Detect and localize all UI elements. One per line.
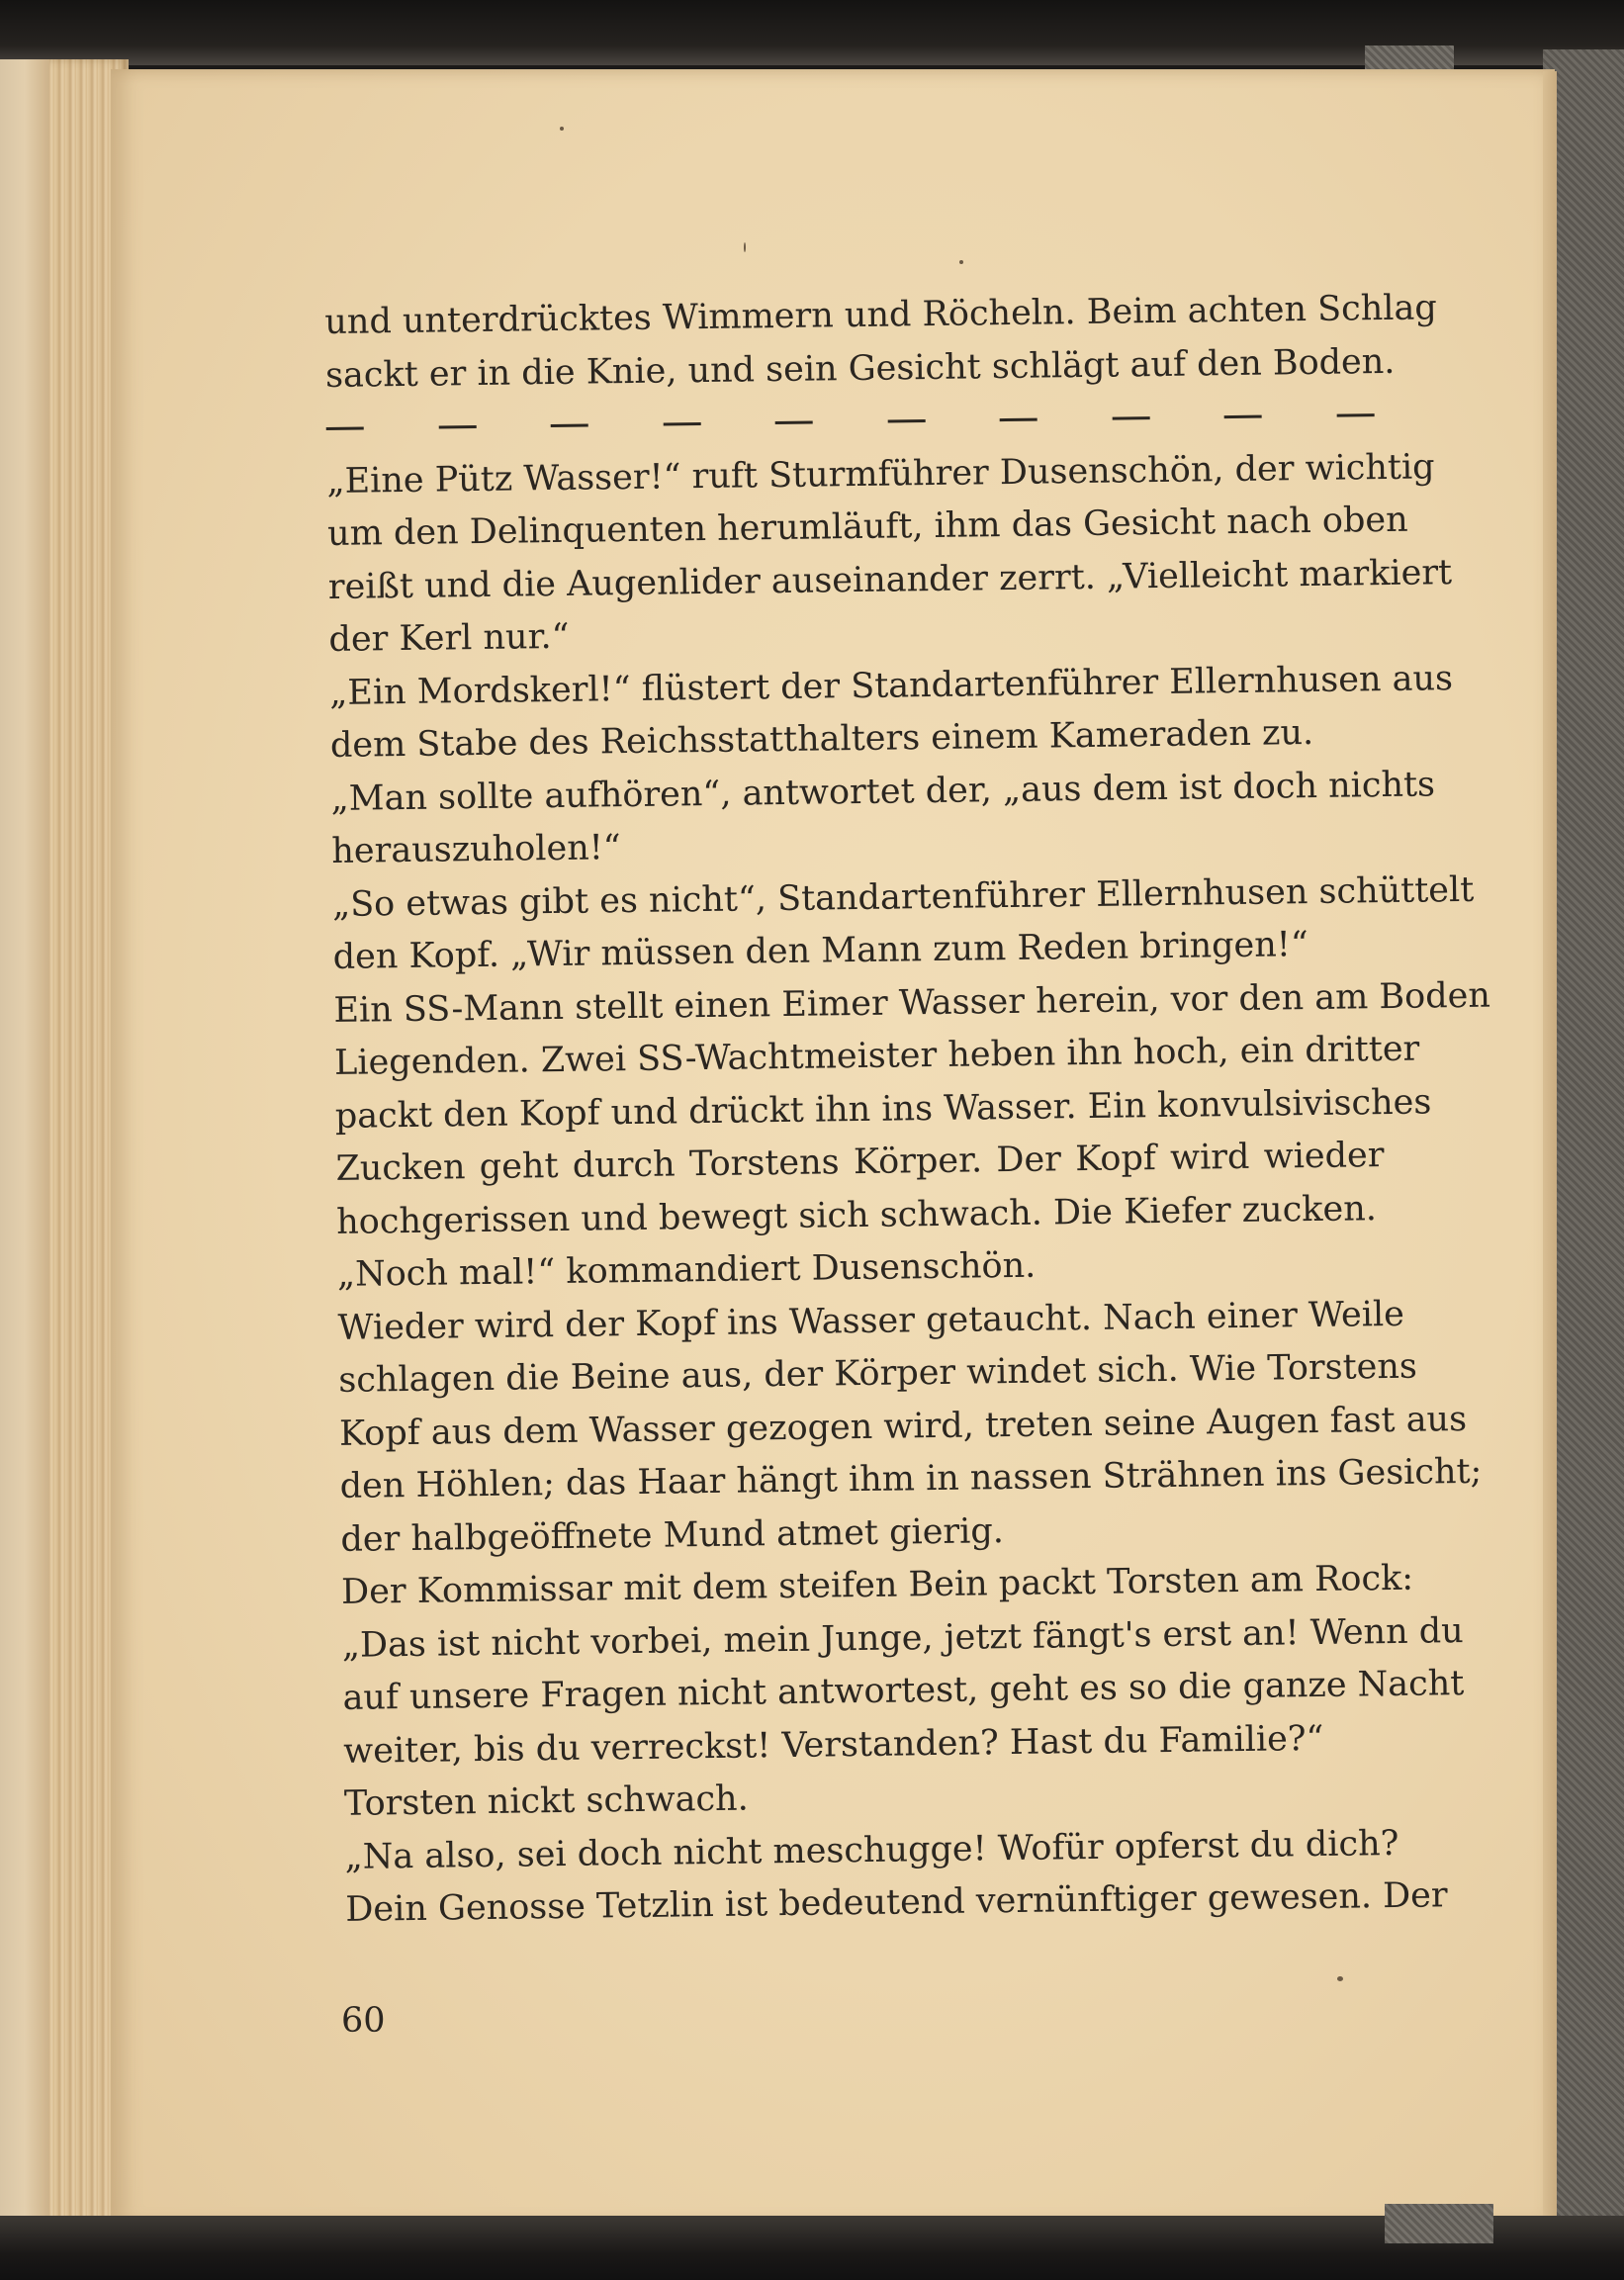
book-cover-corner-bottom [1385,2204,1493,2243]
text-line: den Höhlen; das Haar hängt ihm in nassen Strähnen ins Gesicht; [339,1451,1483,1506]
text-line: „So etwas gibt es nicht“, Standartenführer Ellernhusen schüttelt [331,869,1475,925]
text-line: packt den Kopf und drückt ihn ins Wasser. Ein konvulsivisches [334,1081,1432,1137]
paper-speck [744,242,746,252]
text-line: schlagen die Beine aus, der Körper windet sich. Wie Torstens [338,1346,1418,1401]
text-line: „Das ist nicht vorbei, mein Junge, jetzt fängt's erst an! Wenn du [341,1610,1464,1666]
dash [887,419,925,422]
text-line: um den Delinquenten herumläuft, ihm das Gesicht nach oben [326,500,1408,554]
dash [438,425,476,428]
text-line: reißt und die Augenlider auseinander zerrt. „Vielleicht markiert [327,552,1453,607]
text-line: Ein SS-Mann stellt einen Eimer Wasser herein, vor den am Boden [333,975,1491,1031]
facing-page-edge [0,59,49,2226]
dash [663,422,700,425]
dash [1112,416,1149,419]
dash [1000,418,1038,421]
text-line: den Kopf. „Wir müssen den Mann zum Reden bringen!“ [332,925,1309,977]
text-line: herauszuholen!“ [331,828,621,871]
dash [775,421,813,424]
text-line: weiter, bis du verreckst! Verstanden? Hast du Familie?“ [342,1718,1324,1772]
scanner-background-bottom [0,2216,1624,2280]
dash [1224,415,1262,418]
text-line: „Man sollte aufhören“, antwortet der, „aus dem ist doch nichts [330,764,1436,819]
text-line: Liegenden. Zwei SS-Wachtmeister heben ihn hoch, ein dritter [333,1029,1420,1083]
paper-speck [959,260,963,264]
text-line: „Eine Pütz Wasser!“ ruft Sturmführer Dusenschön, der wichtig [326,446,1435,502]
dash [551,424,588,427]
text-line: Torsten nickt schwach. [343,1778,749,1824]
page-number: 60 [341,2001,386,2041]
text-line: auf unsere Fragen nicht antwortest, geht es so die ganze Nacht [342,1664,1465,1718]
text-line: der halbgeöffnete Mund atmet gierig. [340,1510,1005,1560]
text-line: „Noch mal!“ kommandiert Dusenschön. [336,1245,1037,1295]
text-line: der Kerl nur.“ [328,616,570,660]
text-line: Dein Genosse Tetzlin ist bedeutend vernünftiger gewesen. Der [345,1875,1448,1930]
paper-speck [1337,1976,1343,1981]
dash [326,427,364,430]
text-line: Wieder wird der Kopf ins Wasser getaucht. Nach einer Weile [337,1294,1405,1348]
text-line: hochgerissen und bewegt sich schwach. Die Kiefer zucken. [335,1188,1378,1242]
text-line: „Na also, sei doch nicht meschugge! Wofür opferst du dich? [344,1823,1399,1877]
text-line: „Ein Mordskerl!“ flüstert der Standartenführer Ellernhusen aus [328,658,1454,713]
paper-speck [560,127,564,131]
dash [1337,413,1375,416]
body-text [324,283,1491,1937]
text-line: Zucken geht durch Torstens Körper. Der Kopf wird wieder [335,1136,1385,1189]
text-line: Der Kommissar mit dem steifen Bein packt Torsten am Rock: [340,1558,1414,1612]
text-line: und unterdrücktes Wimmern und Röcheln. Beim achten Schlag [324,288,1437,342]
text-line: dem Stabe des Reichsstatthalters einem Kameraden zu. [329,712,1314,766]
text-line: sackt er in die Knie, und sein Gesicht schlägt auf den Boden. [324,341,1396,396]
page-right-edge [1543,71,1557,2224]
text-line: Kopf aus dem Wasser gezogen wird, treten seine Augen fast aus [338,1399,1468,1454]
